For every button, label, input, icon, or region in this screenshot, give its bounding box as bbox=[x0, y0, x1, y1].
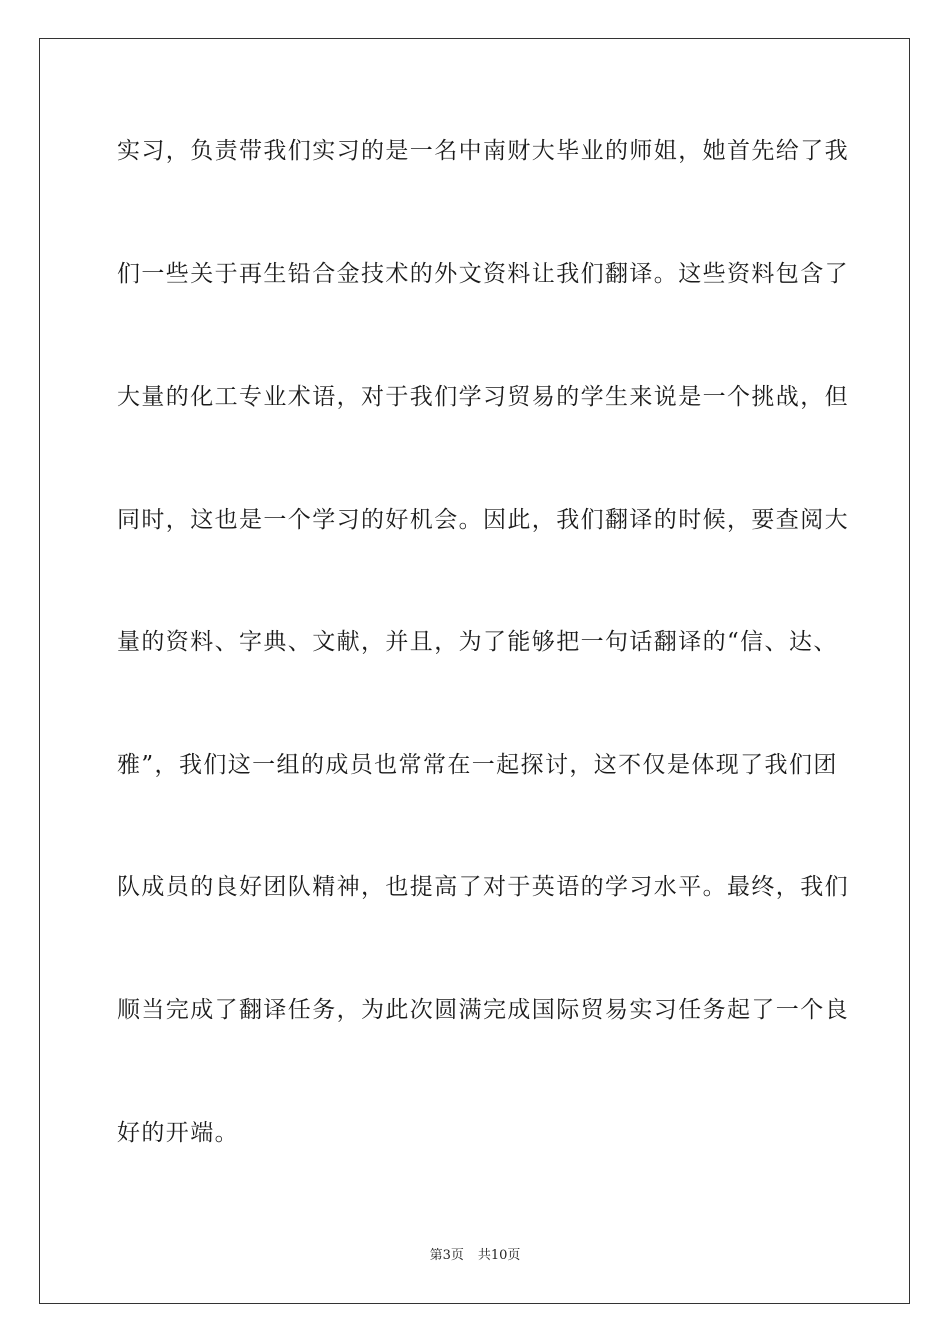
body-text-line: 们一些关于再生铅合金技术的外文资料让我们翻译。这些资料包含了 bbox=[117, 261, 849, 287]
body-text-line: 实习，负责带我们实习的是一名中南财大毕业的师姐，她首先给了我 bbox=[117, 138, 849, 164]
page-footer bbox=[0, 1247, 950, 1265]
page-frame bbox=[39, 38, 910, 1304]
body-text-line: 顺当完成了翻译任务，为此次圆满完成国际贸易实习任务起了一个良 bbox=[117, 997, 849, 1023]
body-text-line: 队成员的良好团队精神，也提高了对于英语的学习水平。最终，我们 bbox=[117, 874, 849, 900]
page-number-total: 共10页 bbox=[477, 1248, 521, 1263]
body-text-line: 大量的化工专业术语，对于我们学习贸易的学生来说是一个挑战，但 bbox=[117, 384, 849, 410]
body-text-line: 同时，这也是一个学习的好机会。因此，我们翻译的时候，要查阅大 bbox=[117, 507, 849, 533]
page-number-current: 第3页 bbox=[429, 1248, 464, 1263]
body-text-line: 雅”，我们这一组的成员也常常在一起探讨，这不仅是体现了我们团 bbox=[117, 752, 838, 778]
body-text-line: 好的开端。 bbox=[117, 1120, 239, 1146]
body-text-line: 量的资料、字典、文献，并且，为了能够把一句话翻译的“信、达、 bbox=[117, 629, 838, 655]
